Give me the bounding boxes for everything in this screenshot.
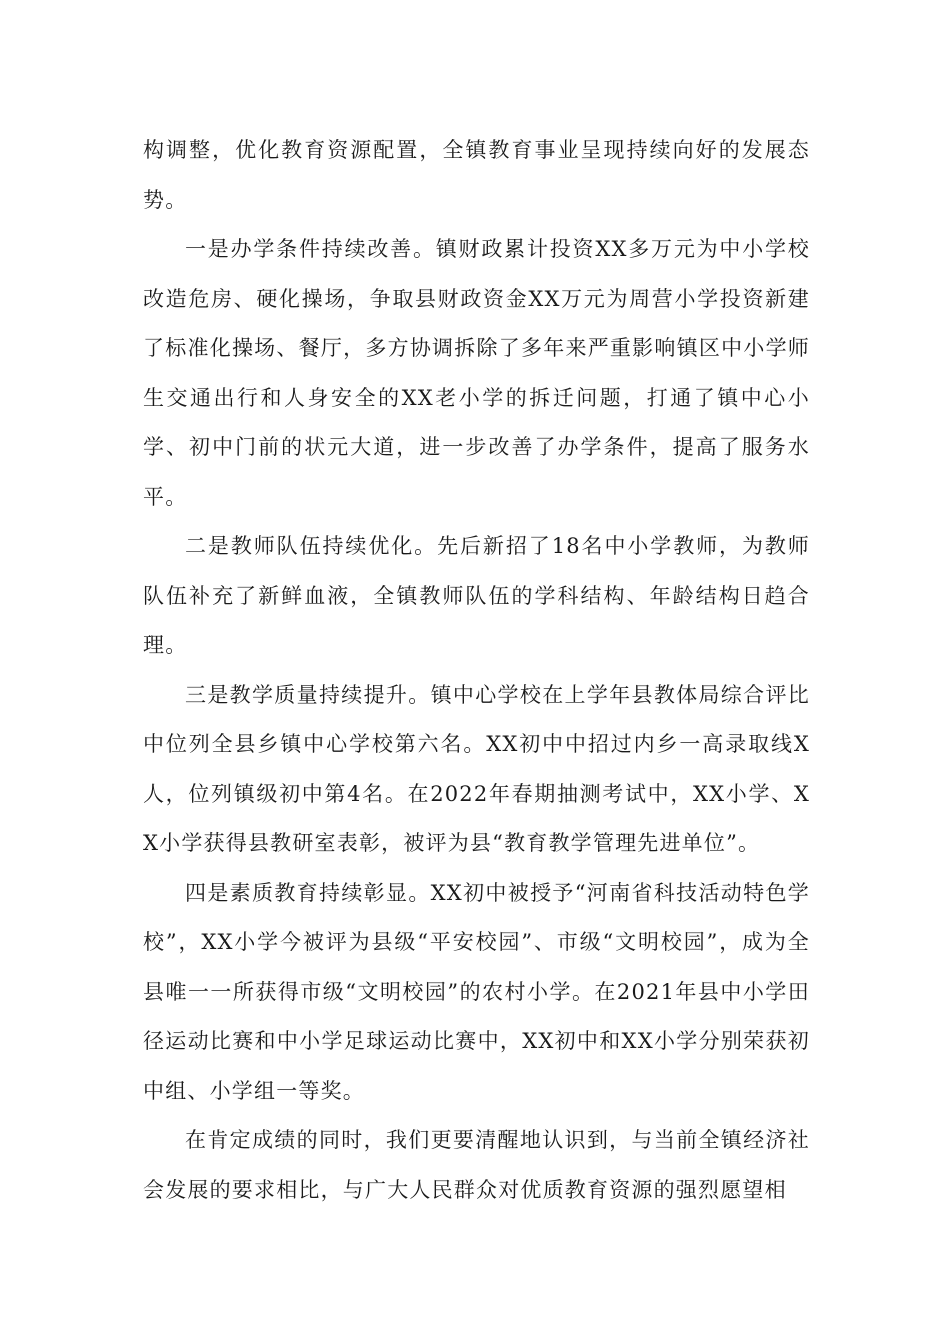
document-body [143, 126, 810, 1215]
paragraph-teaching-quality: 三是教学质量持续提升。镇中心学校在上学年县教体局综合评比中位列全县乡镇中心学校第六名。XX初中中招过内乡一高录取线X人，位列镇级初中第4名。在2022年春期抽测考试中，XX小学、XX小学获得县教研室表彰，被评为县“教育教学管理先进单位”。 [143, 682, 810, 855]
paragraph-shortcomings: 在肯定成绩的同时，我们更要清醒地认识到，与当前全镇经济社会发展的要求相比，与广大人民群众对优质教育资源的强烈愿望相 [143, 1128, 810, 1202]
paragraph-quality-education: 四是素质教育持续彰显。XX初中被授予“河南省科技活动特色学校”，XX小学今被评为县级“平安校园”、市级“文明校园”，成为全县唯一一所获得市级“文明校园”的农村小学。在2021年县中小学田径运动比赛和中小学足球运动比赛中，XX初中和XX小学分别荣获初中组、小学组一等奖。 [143, 880, 810, 1103]
paragraph-teacher-team: 二是教师队伍持续优化。先后新招了18名中小学教师，为教师队伍补充了新鲜血液，全镇教师队伍的学科结构、年龄结构日趋合理。 [143, 534, 810, 657]
paragraph-school-conditions: 一是办学条件持续改善。镇财政累计投资XX多万元为中小学校改造危房、硬化操场，争取县财政资金XX万元为周营小学投资新建了标准化操场、餐厅，多方协调拆除了多年来严重影响镇区中小学师生交通出行和人身安全的XX老小学的拆迁问题，打通了镇中心小学、初中门前的状元大道，进一步改善了办学条件，提高了服务水平。 [143, 237, 810, 509]
paragraph-intro-continuation: 构调整，优化教育资源配置，全镇教育事业呈现持续向好的发展态势。 [143, 138, 810, 212]
